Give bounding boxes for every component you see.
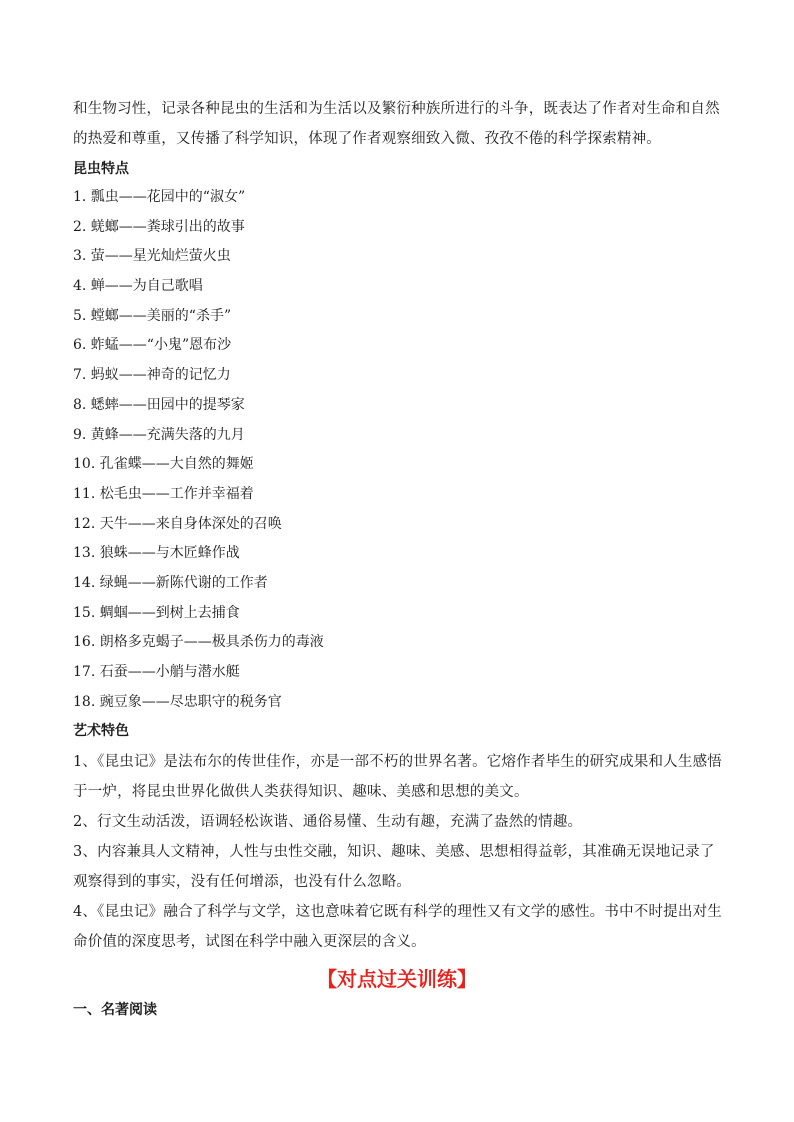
list-item: 8. 蟋蟀——田园中的提琴家 <box>73 396 245 413</box>
list-item: 14. 绿蝇——新陈代谢的工作者 <box>73 574 268 591</box>
intro-paragraph: 和生物习性，记录各种昆虫的生活和为生活以及繁衍种族所进行的斗争，既表达了作者对生命和自然的热爱和尊重，又传播了科学知识，体现了作者观察细致入微、孜孜不倦的科学探索精神。 <box>73 101 720 147</box>
list-item: 17. 石蚕——小艄与潜水艇 <box>73 664 240 680</box>
insect-list <box>73 183 324 717</box>
list-item: 5. 螳螂——美丽的“杀手” <box>73 307 232 324</box>
list-item: 12. 天牛——来自身体深处的召唤 <box>73 515 282 532</box>
list-item: 15. 蜩蝈——到树上去捕食 <box>73 604 240 621</box>
art-features-body <box>73 747 723 957</box>
list-item: 13. 狼蛛——与木匠蜂作战 <box>73 545 240 562</box>
art-paragraph: 4、《昆虫记》融合了科学与文学，这也意味着它既有科学的理性又有文学的感性。书中不时提出对生命价值的深度思考，试图在科学中融入更深层的含义。 <box>73 904 722 950</box>
reading-heading: 一、名著阅读 <box>73 1002 157 1018</box>
list-item: 9. 黄蜂——充满失落的九月 <box>73 426 245 443</box>
list-item: 1. 瓢虫——花园中的“淑女” <box>73 189 246 205</box>
training-banner: 【对点过关训练】 <box>317 967 477 991</box>
list-item: 16. 朗格多克蝎子——极具杀伤力的毒液 <box>73 634 324 651</box>
art-paragraph: 2、行文生动活泼，语调轻松诙谐、通俗易懂、生动有趣，充满了盎然的情趣。 <box>73 814 583 830</box>
art-paragraph: 3、内容兼具人文精神，人性与虫性交融，知识、趣味、美感、思想相得益彰，其准确无误地记录了观察得到的事实，没有任何增添，也没有什么忽略。 <box>73 844 715 890</box>
list-item: 4. 蝉——为自己歌唱 <box>73 278 203 295</box>
list-item: 6. 蚱蜢——“小鬼”恩布沙 <box>73 337 232 354</box>
list-item: 18. 豌豆象——尽忠职守的税务官 <box>73 693 282 710</box>
list-item: 11. 松毛虫——工作并幸福着 <box>73 485 254 502</box>
art-paragraph: 1、《昆虫记》是法布尔的传世佳作，亦是一部不朽的世界名著。它熔作者毕生的研究成果和人生感悟于一炉，将昆虫世界化做供人类获得知识、趣味、美感和思想的美文。 <box>73 754 722 800</box>
list-item: 3. 萤——星光灿烂萤火虫 <box>73 248 231 265</box>
insects-heading: 昆虫特点 <box>73 161 129 177</box>
art-features-heading: 艺术特色 <box>73 723 129 739</box>
list-item: 7. 蚂蚁——神奇的记忆力 <box>73 367 231 384</box>
list-item: 2. 蜣螂——粪球引出的故事 <box>73 218 245 235</box>
list-item: 10. 孔雀蝶——大自然的舞姬 <box>73 456 254 473</box>
